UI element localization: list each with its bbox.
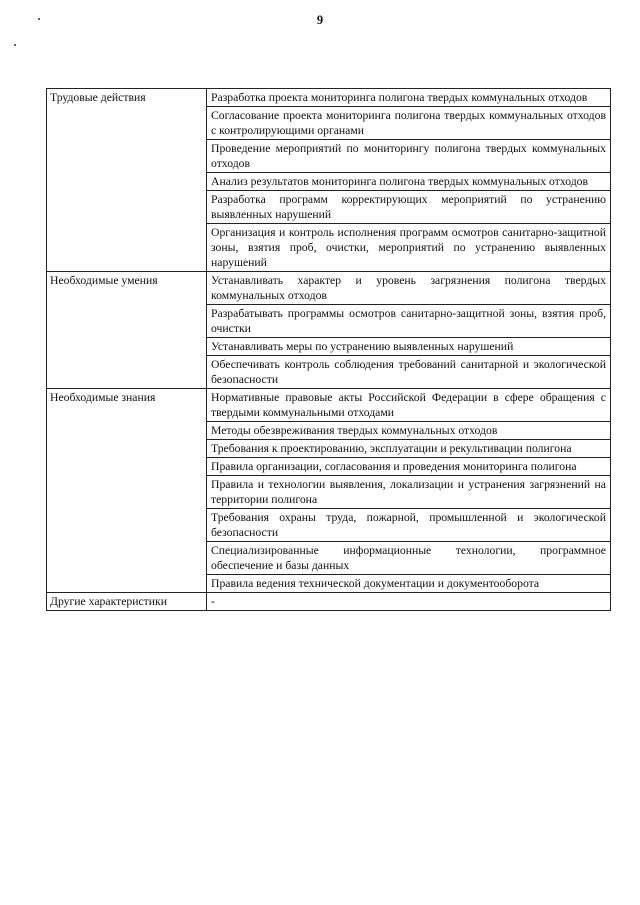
requirement-item: - bbox=[207, 593, 611, 611]
requirement-item: Организация и контроль исполнения программ осмотров санитарно-защитной зоны, взятия проб, очистки, мероприятий по устранению выявленных нарушений bbox=[207, 224, 611, 272]
requirement-item: Требования к проектированию, эксплуатации и рекультивации полигона bbox=[207, 440, 611, 458]
requirement-item: Правила организации, согласования и проведения мониторинга полигона bbox=[207, 458, 611, 476]
requirement-item: Разработка проекта мониторинга полигона твердых коммунальных отходов bbox=[207, 89, 611, 107]
requirement-item: Методы обезвреживания твердых коммунальных отходов bbox=[207, 422, 611, 440]
requirement-item: Проведение мероприятий по мониторингу полигона твердых коммунальных отходов bbox=[207, 140, 611, 173]
requirement-item: Разрабатывать программы осмотров санитарно-защитной зоны, взятия проб, очистки bbox=[207, 305, 611, 338]
requirement-item: Согласование проекта мониторинга полигона твердых коммунальных отходов с контролирующими органами bbox=[207, 107, 611, 140]
requirement-item: Правила и технологии выявления, локализации и устранения загрязнений на территории полигона bbox=[207, 476, 611, 509]
requirement-item: Обеспечивать контроль соблюдения требований санитарной и экологической безопасности bbox=[207, 356, 611, 389]
table-row bbox=[47, 89, 611, 107]
requirement-item: Нормативные правовые акты Российской Федерации в сфере обращения с твердыми коммунальными отходами bbox=[207, 389, 611, 422]
requirements-table bbox=[46, 88, 611, 611]
page-number: 9 bbox=[316, 13, 324, 27]
section-label: Необходимые знания bbox=[47, 389, 207, 593]
requirement-item: Специализированные информационные технологии, программное обеспечение и базы данных bbox=[207, 542, 611, 575]
table-row bbox=[47, 272, 611, 305]
requirement-item: Устанавливать меры по устранению выявленных нарушений bbox=[207, 338, 611, 356]
requirement-item: Разработка программ корректирующих мероприятий по устранению выявленных нарушений bbox=[207, 191, 611, 224]
requirement-item: Правила ведения технической документации и документооборота bbox=[207, 575, 611, 593]
section-label: Трудовые действия bbox=[47, 89, 207, 272]
scan-speck bbox=[14, 44, 16, 46]
section-label: Другие характеристики bbox=[47, 593, 207, 611]
section-label: Необходимые умения bbox=[47, 272, 207, 389]
requirements-table-body bbox=[47, 89, 611, 611]
table-row bbox=[47, 389, 611, 422]
requirement-item: Требования охраны труда, пожарной, промышленной и экологической безопасности bbox=[207, 509, 611, 542]
requirement-item: Устанавливать характер и уровень загрязнения полигона твердых коммунальных отходов bbox=[207, 272, 611, 305]
requirement-item: Анализ результатов мониторинга полигона твердых коммунальных отходов bbox=[207, 173, 611, 191]
table-row bbox=[47, 593, 611, 611]
